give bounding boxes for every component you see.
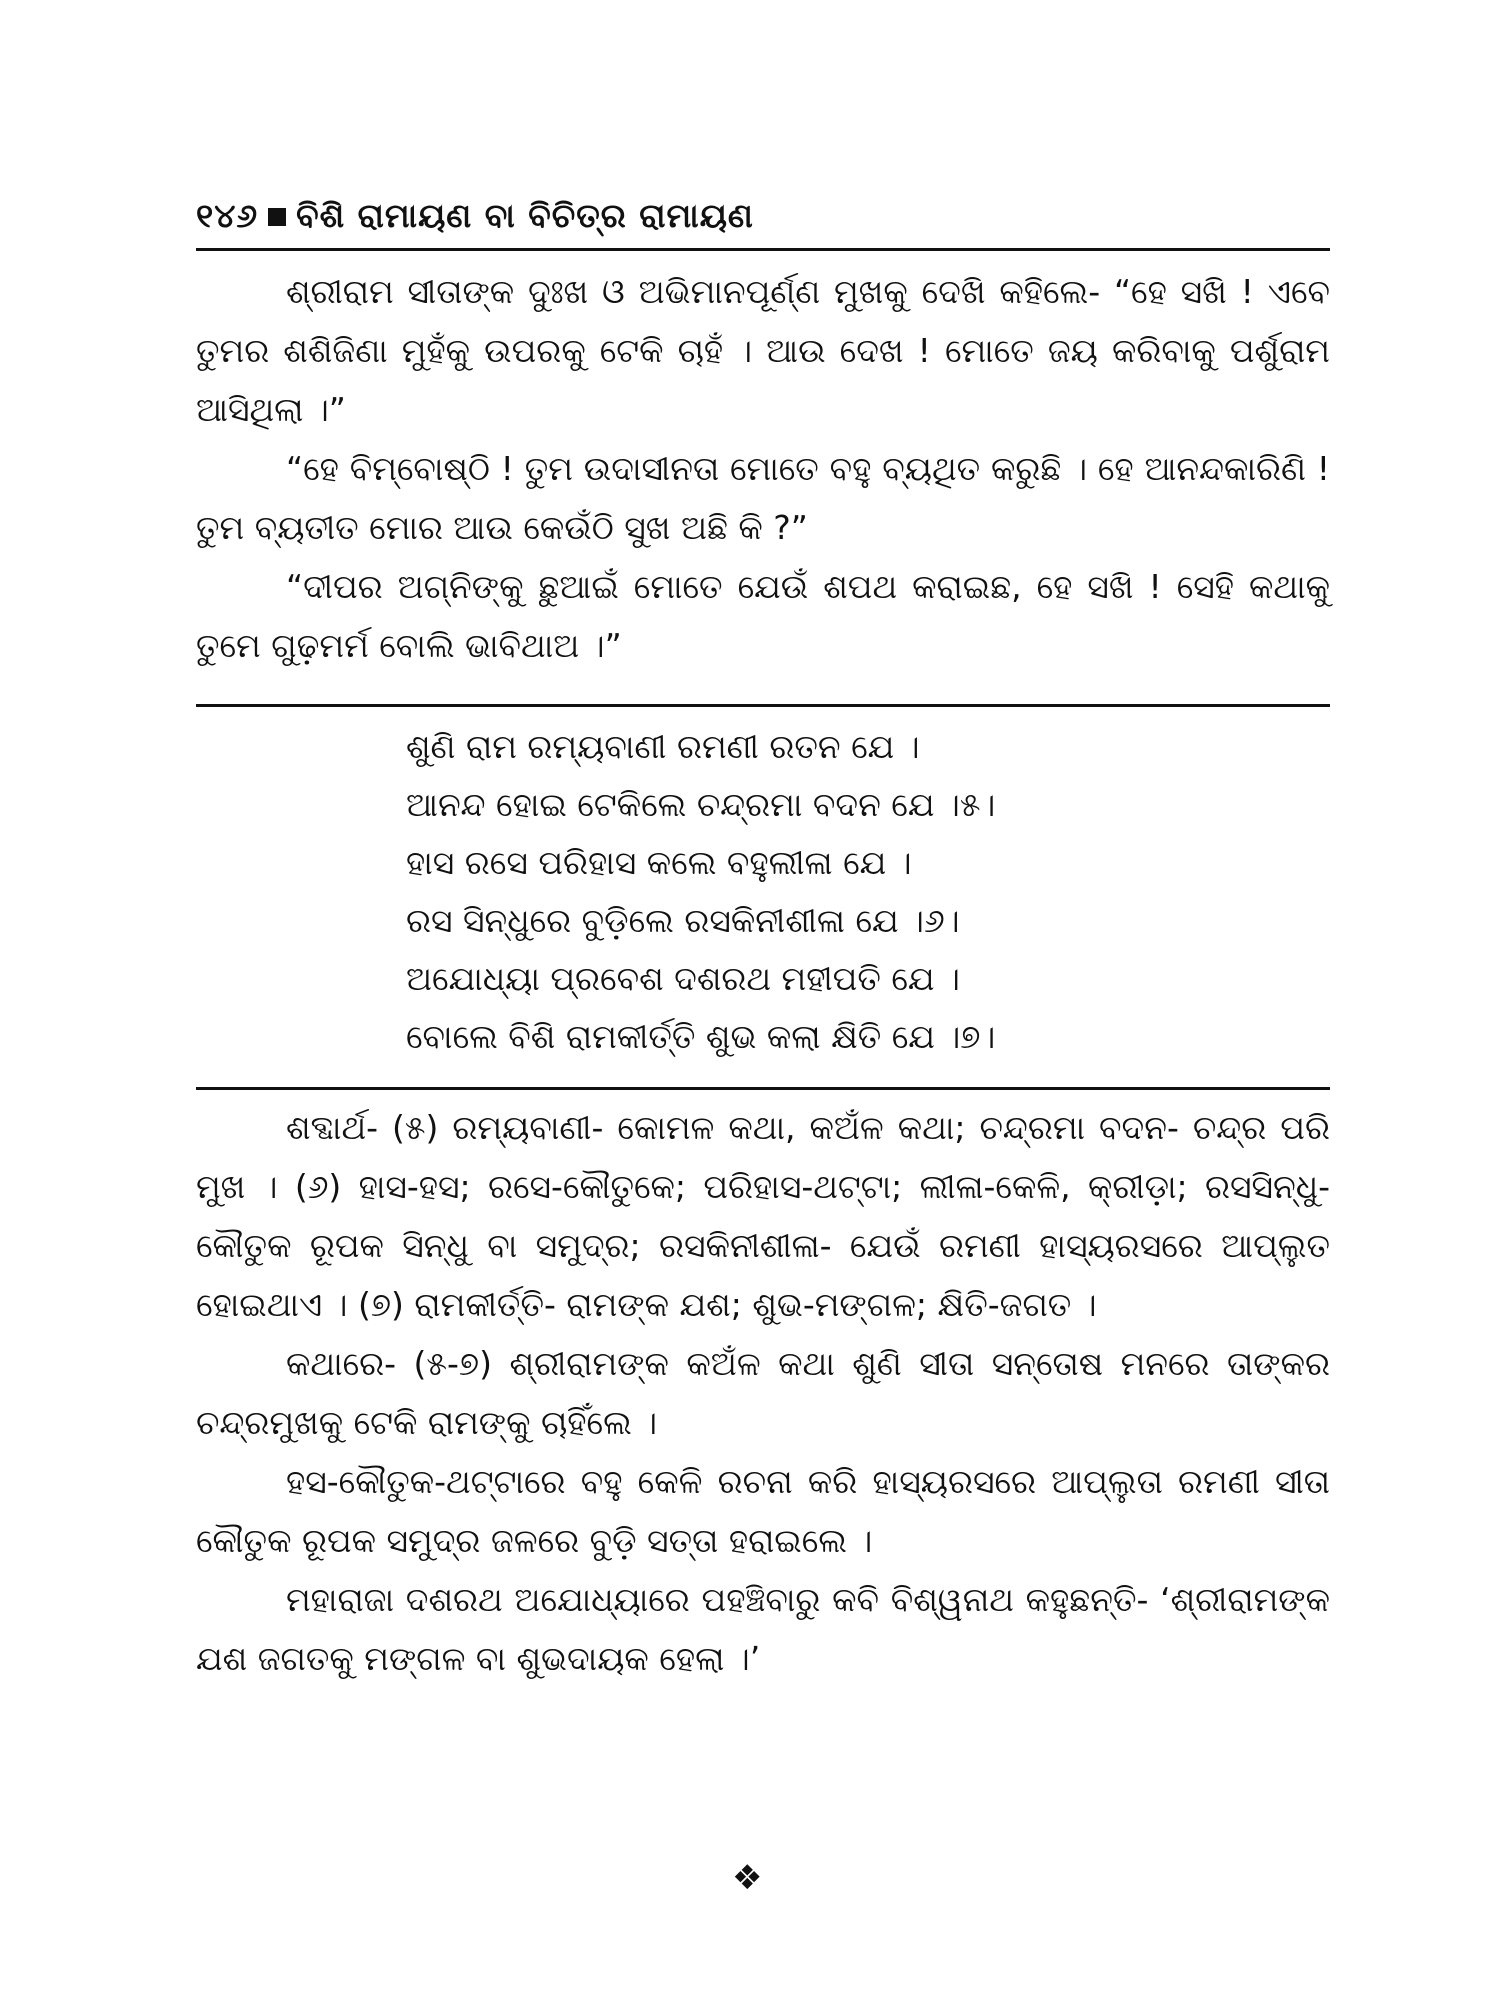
verse-line: ଶୁଣି ରାମ ରମ୍ୟବାଣୀ ରମଣୀ ରତନ ଯେ ।	[406, 727, 920, 766]
commentary-paragraph: ହସ-କୌତୁକ-ଥଟ୍ଟାରେ ବହୁ କେଳି ରଚନା କରି ହାସ୍ୟରସରେ ଆପ୍ଲୁତା ରମଣୀ ସୀତା କୌତୁକ ରୂପକ ସମୁଦ୍ର ଜଳରେ ବୁଡ଼ି ସତ୍ତା ହରାଇଲେ ।	[196, 1462, 1330, 1560]
page-number: ୧୪୬	[196, 196, 259, 235]
verse-line: ହାସ ରସେ ପରିହାସ କଲେ ବହୁଲୀଳା ଯେ ।	[406, 843, 912, 882]
intro-prose	[196, 262, 1330, 675]
verse-line: ଅଯୋଧ୍ୟା ପ୍ରବେଶ ଦଶରଥ ମହୀପତି ଯେ ।	[406, 959, 960, 998]
running-header	[196, 196, 754, 236]
verse-line: ଆନନ୍ଦ ହୋଇ ଟେକିଲେ ଚନ୍ଦ୍ରମା ବଦନ ଯେ ।୫।	[406, 785, 996, 824]
commentary-paragraph: କଥାରେ- (୫-୭) ଶ୍ରୀରାମଙ୍କ କଅଁଳ କଥା ଶୁଣି ସୀତା ସନ୍ତୋଷ ମନରେ ତାଙ୍କର ଚନ୍ଦ୍ରମୁଖକୁ ଟେକି ରାମଙ୍କୁ ଚାହିଁଲେ ।	[196, 1344, 1330, 1442]
square-bullet-icon	[268, 208, 286, 226]
header-rule	[196, 248, 1330, 251]
verse-line: ରସ ସିନ୍ଧୁରେ ବୁଡ଼ିଲେ ରସକିନୀଶୀଳା ଯେ ।୬।	[406, 901, 960, 940]
commentary-paragraph: ମହାରାଜା ଦଶରଥ ଅଯୋଧ୍ୟାରେ ପହଞ୍ଚିବାରୁ କବି ବିଶ୍ୱନାଥ କହୁଛନ୍ତି- ‘ଶ୍ରୀରାମଙ୍କ ଯଶ ଜଗତକୁ ମଙ୍ଗଳ ବା ଶୁଭଦାୟକ ହେଲା ।’	[196, 1580, 1330, 1678]
ornament-icon: ❖	[732, 1858, 763, 1898]
intro-paragraph: ଶ୍ରୀରାମ ସୀତାଙ୍କ ଦୁଃଖ ଓ ଅଭିମାନପୂର୍ଣ୍ଣ ମୁଖକୁ ଦେଖି କହିଲେ- “ହେ ସଖି ! ଏବେ ତୁମର ଶଶିଜିଣା ମୁହଁକୁ ଉପରକୁ ଟେକି ଚାହଁ । ଆଉ ଦେଖ ! ମୋତେ ଜୟ କରିବାକୁ ପର୍ଶୁରାମ ଆସିଥିଲା ।”	[196, 272, 1330, 429]
verse-block	[406, 718, 1306, 1066]
verse-bottom-rule	[196, 1087, 1330, 1090]
intro-paragraph: “ଦୀପର ଅଗ୍ନିଙ୍କୁ ଛୁଆଇଁ ମୋତେ ଯେଉଁ ଶପଥ କରାଇଛ, ହେ ସଖି ! ସେହି କଥାକୁ ତୁମେ ଗୁଢ଼ମର୍ମ ବୋଲି ଭାବିଥାଅ ।”	[196, 567, 1330, 665]
verse-top-rule	[196, 704, 1330, 707]
commentary-paragraph: ଶବ୍ଦାର୍ଥ- (୫) ରମ୍ୟବାଣୀ- କୋମଳ କଥା, କଅଁଳ କଥା; ଚନ୍ଦ୍ରମା ବଦନ- ଚନ୍ଦ୍ର ପରି ମୁଖ । (୬) ହାସ-ହସ; ରସେ-କୌତୁକେ; ପରିହାସ-ଥଟ୍ଟା; ଲୀଳା-କେଳି, କ୍ରୀଡ଼ା; ରସସିନ୍ଧୁ-କୌତୁକ ରୂପକ ସିନ୍ଧୁ ବା ସମୁଦ୍ର; ରସକିନୀଶୀଳା- ଯେଉଁ ରମଣୀ ହାସ୍ୟରସରେ ଆପ୍ଲୁତ ହୋଇଥାଏ । (୭) ରାମକୀର୍ତ୍ତି- ରାମଙ୍କ ଯଶ; ଶୁଭ-ମଙ୍ଗଳ; କ୍ଷିତି-ଜଗତ ।	[196, 1108, 1330, 1324]
book-title: ବିଶି ରାମାୟଣ ବା ବିଚିତ୍ର ରାମାୟଣ	[296, 196, 754, 235]
verse-line: ବୋଲେ ବିଶି ରାମକୀର୍ତ୍ତି ଶୁଭ କଲା କ୍ଷିତି ଯେ ।୭।	[406, 1017, 996, 1056]
commentary-prose	[196, 1098, 1330, 1688]
intro-paragraph: “ହେ ବିମ୍ବୋଷ୍ଠି ! ତୁମ ଉଦାସୀନତା ମୋତେ ବହୁ ବ୍ୟଥିତ କରୁଛି । ହେ ଆନନ୍ଦକାରିଣି ! ତୁମ ବ୍ୟତୀତ ମୋର ଆଉ କେଉଁଠି ସୁଖ ଅଛି କି ?”	[196, 449, 1330, 547]
